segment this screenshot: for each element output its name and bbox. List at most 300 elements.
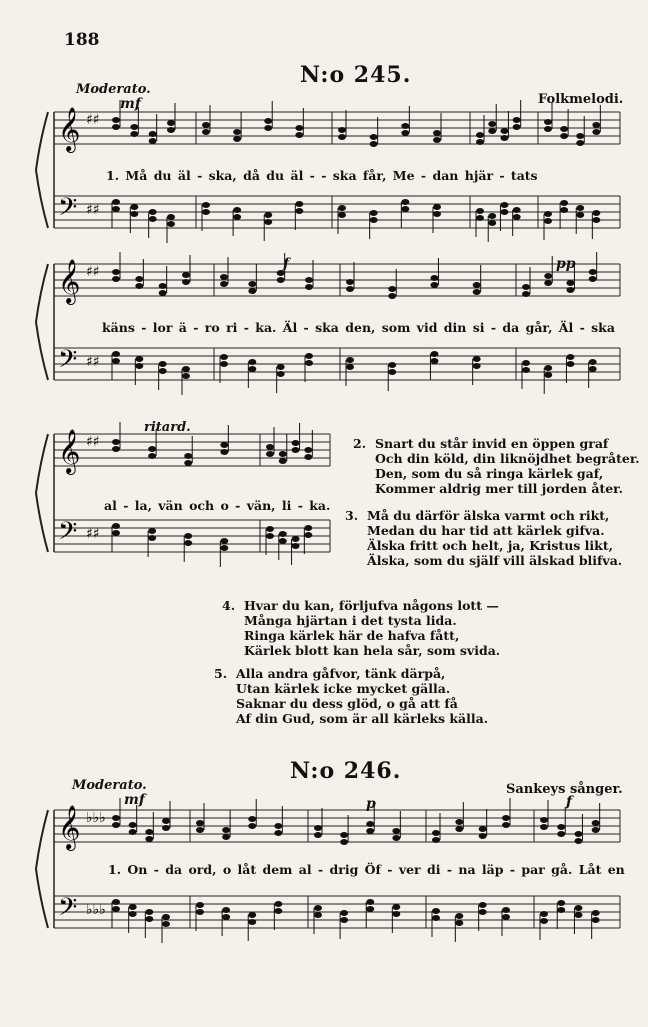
note-head — [432, 915, 440, 921]
note-head — [592, 820, 600, 826]
note-head — [248, 288, 256, 294]
verse-line: Den, som du så ringa kärlek gaf, — [375, 466, 604, 481]
note-head — [184, 540, 192, 546]
note-head — [135, 276, 143, 282]
system-brace — [36, 264, 48, 380]
lyrics-line-3: al - la, vän och o - vän, li - ka. — [104, 498, 331, 513]
note-head — [264, 118, 272, 124]
note-head — [220, 449, 228, 455]
note-head — [392, 911, 400, 917]
note-head — [295, 208, 303, 214]
note-head — [430, 282, 438, 288]
note-head — [473, 282, 481, 288]
note-head — [266, 451, 274, 457]
hymn-246-tempo: Moderato. — [72, 778, 147, 793]
note-head — [162, 921, 170, 927]
note-head — [222, 914, 230, 920]
note-head — [167, 120, 175, 126]
note-head — [248, 823, 256, 829]
note-head — [488, 128, 496, 134]
system-brace — [36, 434, 48, 552]
note-head — [502, 815, 510, 821]
note-head — [346, 286, 354, 292]
note-head — [149, 216, 157, 222]
note-head — [540, 824, 548, 830]
note-head — [557, 831, 565, 837]
verse-line: Kommer aldrig mer till jorden åter. — [375, 481, 623, 496]
note-head — [502, 822, 510, 828]
key-signature: ♭♭♭ — [86, 810, 106, 826]
note-head — [392, 828, 400, 834]
verse-number: 2. — [353, 436, 367, 451]
note-head — [513, 214, 521, 220]
note-head — [366, 821, 374, 827]
treble-clef: 𝄞 — [58, 805, 81, 849]
note-head — [522, 367, 530, 373]
note-head — [292, 536, 300, 542]
bass-clef: 𝄢 — [58, 893, 78, 928]
note-head — [370, 217, 378, 223]
note-head — [112, 899, 120, 905]
note-head — [304, 525, 312, 531]
note-head — [292, 543, 300, 549]
note-head — [159, 368, 167, 374]
note-head — [222, 834, 230, 840]
system-brace — [36, 112, 48, 228]
note-head — [479, 902, 487, 908]
note-head — [544, 280, 552, 286]
note-head — [149, 209, 157, 215]
note-head — [202, 129, 210, 135]
note-head — [544, 119, 552, 125]
verse-line: Ringa kärlek här de hafva fått, — [244, 628, 460, 643]
note-head — [129, 904, 137, 910]
note-head — [162, 818, 170, 824]
note-head — [388, 369, 396, 375]
note-head — [305, 277, 313, 283]
dynamic-pp: pp — [556, 256, 576, 272]
lyrics-line-2: käns - lor ä - ro ri - ka. Äl - ska den, som vid din si - da går, Äl - ska — [102, 320, 615, 335]
note-head — [220, 538, 228, 544]
dynamic-f: f — [566, 794, 573, 810]
note-head — [112, 530, 120, 536]
note-head — [560, 126, 568, 132]
note-head — [560, 207, 568, 213]
note-head — [388, 286, 396, 292]
note-head — [295, 201, 303, 207]
key-signature: ♯♯ — [86, 264, 100, 280]
note-head — [305, 353, 313, 359]
note-head — [304, 532, 312, 538]
note-head — [148, 446, 156, 452]
note-head — [220, 281, 228, 287]
note-head — [266, 526, 274, 532]
note-head — [473, 289, 481, 295]
note-head — [560, 200, 568, 206]
note-head — [314, 832, 322, 838]
note-head — [574, 831, 582, 837]
note-head — [366, 828, 374, 834]
note-head — [544, 218, 552, 224]
verse-line: Älska fritt och helt, ja, Kristus likt, — [367, 538, 613, 553]
note-head — [388, 362, 396, 368]
note-head — [488, 121, 496, 127]
note-head — [314, 905, 322, 911]
note-head — [574, 912, 582, 918]
note-head — [233, 207, 241, 213]
note-head — [196, 902, 204, 908]
note-head — [576, 140, 584, 146]
note-head — [145, 916, 153, 922]
note-head — [277, 277, 285, 283]
note-head — [233, 129, 241, 135]
note-head — [476, 139, 484, 145]
note-head — [112, 446, 120, 452]
note-head — [292, 440, 300, 446]
note-head — [264, 125, 272, 131]
note-head — [544, 273, 552, 279]
note-head — [589, 269, 597, 275]
note-head — [266, 533, 274, 539]
note-head — [473, 363, 481, 369]
note-head — [248, 366, 256, 372]
note-head — [476, 132, 484, 138]
note-head — [544, 126, 552, 132]
note-head — [182, 366, 190, 372]
note-head — [500, 135, 508, 141]
note-head — [589, 366, 597, 372]
bass-clef: 𝄢 — [58, 345, 78, 380]
note-head — [159, 361, 167, 367]
key-signature: ♯♯ — [86, 526, 100, 542]
note-head — [159, 290, 167, 296]
key-signature: ♯♯ — [86, 202, 100, 218]
treble-clef: 𝄞 — [58, 259, 81, 303]
note-head — [401, 130, 409, 136]
note-head — [340, 839, 348, 845]
note-head — [502, 907, 510, 913]
note-head — [182, 272, 190, 278]
dynamic-f: f — [283, 256, 290, 272]
note-head — [592, 129, 600, 135]
lyrics-line-1: 1. On - da ord, o låt dem al - drig Öf - ver di - na läp - par gå. Låt en — [108, 862, 625, 877]
note-head — [576, 212, 584, 218]
note-head — [220, 442, 228, 448]
verse-line: Älska, som du själf vill älskad blifva. — [367, 553, 623, 568]
note-head — [248, 912, 256, 918]
note-head — [112, 815, 120, 821]
note-head — [430, 275, 438, 281]
note-head — [566, 361, 574, 367]
note-head — [540, 918, 548, 924]
note-head — [222, 907, 230, 913]
note-head — [433, 211, 441, 217]
note-head — [370, 141, 378, 147]
hymn-246-credit: Sankeys sånger. — [506, 782, 623, 797]
note-head — [264, 219, 272, 225]
note-head — [274, 901, 282, 907]
note-head — [112, 822, 120, 828]
note-head — [346, 357, 354, 363]
note-head — [248, 281, 256, 287]
note-head — [346, 364, 354, 370]
note-head — [184, 453, 192, 459]
note-head — [370, 210, 378, 216]
verse-line: Alla andra gåfvor, tänk därpå, — [236, 666, 446, 681]
note-head — [248, 919, 256, 925]
note-head — [392, 835, 400, 841]
note-head — [513, 207, 521, 213]
note-head — [557, 824, 565, 830]
note-head — [130, 124, 138, 130]
note-head — [557, 907, 565, 913]
note-head — [432, 837, 440, 843]
note-head — [149, 131, 157, 137]
hymn-245-tempo: Moderato. — [76, 82, 151, 97]
note-head — [433, 130, 441, 136]
note-head — [574, 838, 582, 844]
note-head — [433, 204, 441, 210]
note-head — [184, 533, 192, 539]
note-head — [130, 131, 138, 137]
note-head — [149, 138, 157, 144]
note-head — [544, 365, 552, 371]
note-head — [540, 817, 548, 823]
verse-number: 4. — [222, 598, 236, 613]
note-head — [430, 351, 438, 357]
verse-number: 3. — [345, 508, 359, 523]
note-head — [162, 914, 170, 920]
note-head — [145, 829, 153, 835]
note-head — [589, 276, 597, 282]
note-head — [145, 909, 153, 915]
note-head — [592, 917, 600, 923]
note-head — [592, 217, 600, 223]
note-head — [220, 354, 228, 360]
note-head — [338, 205, 346, 211]
note-head — [148, 528, 156, 534]
bass-clef: 𝄢 — [58, 193, 78, 228]
note-head — [566, 280, 574, 286]
hymn-245-credit: Folkmelodi. — [538, 92, 624, 107]
note-head — [182, 373, 190, 379]
note-head — [129, 822, 137, 828]
note-head — [401, 206, 409, 212]
verse-line: Utan kärlek icke mycket gälla. — [236, 681, 451, 696]
note-head — [338, 127, 346, 133]
note-head — [130, 211, 138, 217]
note-head — [112, 276, 120, 282]
key-signature: ♯♯ — [86, 354, 100, 370]
note-head — [488, 220, 496, 226]
note-head — [196, 820, 204, 826]
dynamic-mf: mf — [120, 96, 141, 112]
note-head — [233, 214, 241, 220]
note-head — [544, 372, 552, 378]
note-head — [233, 136, 241, 142]
note-head — [500, 202, 508, 208]
note-head — [338, 134, 346, 140]
note-head — [145, 836, 153, 842]
note-head — [182, 279, 190, 285]
note-head — [295, 125, 303, 131]
verse-line: Saknar du dess glöd, o gå att få — [236, 696, 458, 711]
note-head — [304, 454, 312, 460]
note-head — [432, 830, 440, 836]
note-head — [479, 909, 487, 915]
note-head — [305, 360, 313, 366]
note-head — [162, 825, 170, 831]
note-head — [476, 208, 484, 214]
note-head — [346, 279, 354, 285]
note-head — [274, 830, 282, 836]
note-head — [277, 364, 285, 370]
note-head — [455, 913, 463, 919]
note-head — [479, 826, 487, 832]
note-head — [135, 356, 143, 362]
note-head — [430, 358, 438, 364]
treble-clef: 𝄞 — [58, 107, 81, 151]
note-head — [589, 359, 597, 365]
note-head — [167, 127, 175, 133]
note-head — [392, 904, 400, 910]
note-head — [340, 832, 348, 838]
bass-clef: 𝄢 — [58, 517, 78, 552]
note-head — [522, 284, 530, 290]
verse-line: Snart du står invid en öppen graf — [375, 436, 609, 451]
note-head — [366, 899, 374, 905]
note-head — [488, 213, 496, 219]
note-head — [560, 133, 568, 139]
note-head — [196, 909, 204, 915]
note-head — [366, 906, 374, 912]
dynamic-p: p — [366, 796, 376, 812]
note-head — [476, 215, 484, 221]
note-head — [112, 358, 120, 364]
note-head — [202, 122, 210, 128]
note-head — [522, 291, 530, 297]
note-head — [305, 284, 313, 290]
note-head — [130, 204, 138, 210]
note-head — [277, 371, 285, 377]
note-head — [279, 458, 287, 464]
note-head — [266, 444, 274, 450]
note-head — [340, 910, 348, 916]
note-head — [112, 199, 120, 205]
note-head — [279, 531, 287, 537]
note-head — [455, 826, 463, 832]
note-head — [566, 354, 574, 360]
note-head — [500, 209, 508, 215]
note-head — [592, 910, 600, 916]
note-head — [220, 545, 228, 551]
note-head — [135, 363, 143, 369]
note-head — [502, 914, 510, 920]
hymn-246-title: N:o 246. — [290, 758, 402, 784]
note-head — [112, 117, 120, 123]
note-head — [220, 274, 228, 280]
note-head — [314, 825, 322, 831]
note-head — [135, 283, 143, 289]
lyrics-line-1: 1. Må du äl - ska, då du äl - - ska får, Me - dan hjär - tats — [106, 168, 538, 183]
note-head — [129, 829, 137, 835]
note-head — [112, 206, 120, 212]
key-signature: ♯♯ — [86, 434, 100, 450]
note-head — [574, 905, 582, 911]
verse-line: Många hjärtan i det tysta lida. — [244, 613, 457, 628]
note-head — [557, 900, 565, 906]
note-head — [274, 908, 282, 914]
note-head — [576, 205, 584, 211]
note-head — [167, 214, 175, 220]
note-head — [167, 221, 175, 227]
note-head — [592, 122, 600, 128]
note-head — [592, 827, 600, 833]
note-head — [540, 911, 548, 917]
hymn-245-title: N:o 245. — [300, 62, 412, 88]
verse-line: Må du därför älska varmt och rikt, — [367, 508, 610, 523]
note-head — [248, 359, 256, 365]
note-head — [401, 199, 409, 205]
note-head — [401, 123, 409, 129]
note-head — [522, 360, 530, 366]
note-head — [500, 128, 508, 134]
treble-clef: 𝄞 — [58, 429, 81, 473]
note-head — [304, 447, 312, 453]
note-head — [112, 906, 120, 912]
note-head — [148, 453, 156, 459]
note-head — [513, 117, 521, 123]
note-head — [129, 911, 137, 917]
note-head — [513, 124, 521, 130]
note-head — [388, 293, 396, 299]
note-head — [338, 212, 346, 218]
note-head — [479, 833, 487, 839]
note-head — [112, 124, 120, 130]
note-head — [112, 439, 120, 445]
note-head — [112, 269, 120, 275]
note-head — [295, 132, 303, 138]
page-number: 188 — [64, 30, 100, 50]
note-head — [196, 827, 204, 833]
verse-line: Kärlek blott kan hela sår, som svida. — [244, 643, 501, 658]
note-head — [455, 920, 463, 926]
note-head — [222, 827, 230, 833]
note-head — [433, 137, 441, 143]
note-head — [566, 287, 574, 293]
note-head — [279, 538, 287, 544]
note-head — [112, 351, 120, 357]
note-head — [184, 460, 192, 466]
dynamic-mf: mf — [124, 792, 145, 808]
note-head — [112, 523, 120, 529]
note-head — [455, 819, 463, 825]
note-head — [576, 133, 584, 139]
ritard-marking: ritard. — [144, 420, 191, 435]
note-head — [274, 823, 282, 829]
note-head — [248, 816, 256, 822]
note-head — [159, 283, 167, 289]
note-head — [432, 908, 440, 914]
note-head — [370, 134, 378, 140]
verse-line: Hvar du kan, förljufva någons lott — — [244, 598, 499, 613]
note-head — [202, 202, 210, 208]
verse-line: Medan du har tid att kärlek gifva. — [367, 523, 605, 538]
note-head — [264, 212, 272, 218]
key-signature: ♭♭♭ — [86, 902, 106, 918]
note-head — [220, 361, 228, 367]
note-head — [202, 209, 210, 215]
